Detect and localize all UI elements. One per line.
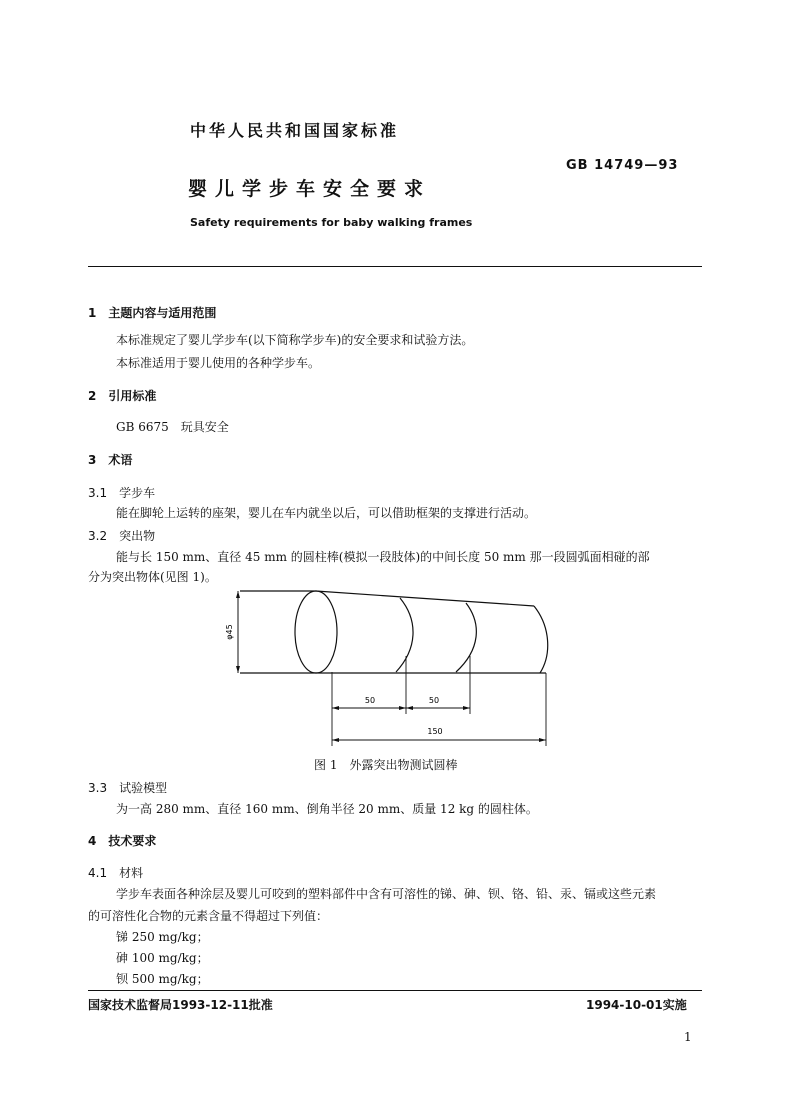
dimension-label-50b: 50 — [428, 696, 440, 705]
document-title: 婴儿学步车安全要求 — [188, 178, 432, 200]
section-2-heading: 2 引用标准 — [88, 389, 157, 403]
limit-antimony: 锑 250 mg/kg； — [116, 930, 209, 944]
figure-1-test-rod-diagram — [220, 586, 560, 752]
section-3-2-heading: 3.2 突出物 — [88, 529, 156, 543]
section-3-3-text: 为一高 280 mm、直径 160 mm、倒角半径 20 mm、质量 12 kg 的圆柱体。 — [116, 802, 538, 816]
figure-1-caption: 图 1 外露突出物测试圆棒 — [314, 758, 458, 772]
arrow-150-right — [539, 738, 546, 742]
page-number: 1 — [684, 1030, 692, 1044]
national-standard-heading: 中华人民共和国国家标准 — [190, 121, 400, 140]
document-title-english: Safety requirements for baby walking frames — [190, 216, 473, 229]
section-1-paragraph-2: 本标准适用于婴儿使用的各种学步车。 — [116, 356, 321, 370]
section-3-2-text-line-2: 分为突出物体(见图 1)。 — [88, 570, 217, 584]
dimension-label-50a: 50 — [364, 696, 376, 705]
section-2-reference: GB 6675 玩具安全 — [116, 420, 229, 434]
rod-section-arc-2 — [456, 603, 476, 672]
section-1-paragraph-1: 本标准规定了婴儿学步车(以下简称学步车)的安全要求和试验方法。 — [116, 333, 474, 347]
header-rule — [88, 266, 702, 267]
section-3-3-heading: 3.3 试验模型 — [88, 781, 168, 795]
rod-right-end-arc — [534, 606, 548, 673]
rod-end-ellipse — [295, 591, 337, 673]
footer-rule — [88, 990, 702, 991]
limit-barium: 钡 500 mg/kg； — [116, 972, 209, 986]
section-4-heading: 4 技术要求 — [88, 834, 157, 848]
section-3-heading: 3 术语 — [88, 453, 133, 467]
arrow-150-left — [332, 738, 339, 742]
limit-arsenic: 砷 100 mg/kg； — [116, 951, 209, 965]
section-4-1-text-line-1: 学步车表面各种涂层及婴儿可咬到的塑料部件中含有可溶性的锑、砷、钡、铬、铅、汞、镉或这些元素 — [116, 887, 657, 901]
standard-number: GB 14749—93 — [566, 158, 679, 173]
implementation-date: 1994-10-01实施 — [586, 998, 687, 1012]
rod-top-line — [316, 591, 534, 606]
dimension-label-diameter: φ45 — [225, 624, 234, 640]
section-1-heading: 1 主题内容与适用范围 — [88, 306, 217, 320]
section-3-1-heading: 3.1 学步车 — [88, 486, 156, 500]
section-3-2-text-line-1: 能与长 150 mm、直径 45 mm 的圆柱棒(模拟一段肢体)的中间长度 50 mm 那一段圆弧面相碰的部 — [116, 550, 650, 564]
approval-date: 国家技术监督局1993-12-11批准 — [88, 998, 273, 1012]
arrow-50a-left — [332, 706, 339, 710]
arrow-50a-right — [399, 706, 406, 710]
rod-section-arc-1 — [396, 598, 413, 672]
section-4-1-text-line-2: 的可溶性化合物的元素含量不得超过下列值： — [88, 909, 329, 923]
section-4-1-heading: 4.1 材料 — [88, 866, 144, 880]
dimension-label-150: 150 — [427, 727, 443, 736]
diameter-arrow-top — [236, 591, 240, 598]
diameter-arrow-bottom — [236, 666, 240, 673]
arrow-50b-left — [406, 706, 413, 710]
arrow-50b-right — [463, 706, 470, 710]
section-3-1-text: 能在脚轮上运转的座架，婴儿在车内就坐以后，可以借助框架的支撑进行活动。 — [116, 506, 537, 520]
